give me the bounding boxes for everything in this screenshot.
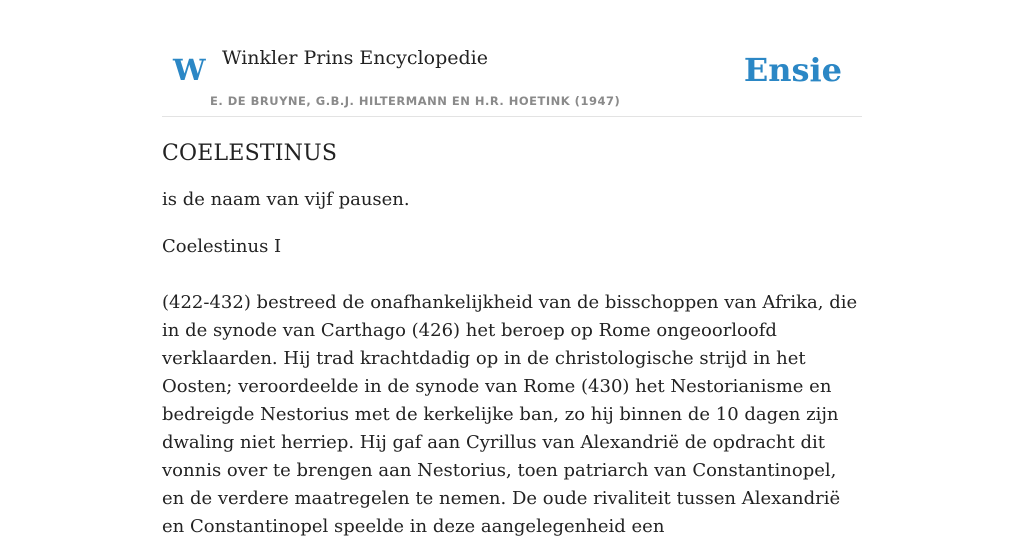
- source-title[interactable]: Winkler Prins Encyclopedie: [222, 47, 488, 69]
- entry-title: COELESTINUS: [162, 141, 338, 166]
- entry-subheading: Coelestinus I: [162, 236, 282, 257]
- entry-intro: is de naam van vijf pausen.: [162, 189, 410, 210]
- source-header: [162, 0, 862, 117]
- winkler-prins-logo[interactable]: W: [173, 53, 206, 87]
- source-authors: E. DE BRUYNE, G.B.J. HILTERMANN EN H.R. HOETINK (1947): [210, 94, 621, 108]
- article-content: [162, 136, 862, 541]
- entry-body: (422-432) bestreed de onafhankelijkheid van de bisschoppen van Afrika, die in de synode van Carthago (426) het beroep op Rome ongeoorloofd verklaarden. Hij trad krachtdadig op in de christologische strijd in het Oosten; veroordeelde in de synode van Rome (430) het Nestorianisme en bedreigde Nestorius met de kerkelijke ban, zo hij binnen de 10 dagen zijn dwaling niet herriep. Hij gaf aan Cyrillus van Alexandrië de opdracht dit vonnis over te brengen aan Nestorius, toen patriarch van Constantinopel, en de verdere maatregelen te nemen. De oude rivaliteit tussen Alexandrië en Constantinopel speelde in deze aangelegenheid een: [162, 292, 858, 537]
- ensie-logo[interactable]: Ensie: [743, 51, 842, 89]
